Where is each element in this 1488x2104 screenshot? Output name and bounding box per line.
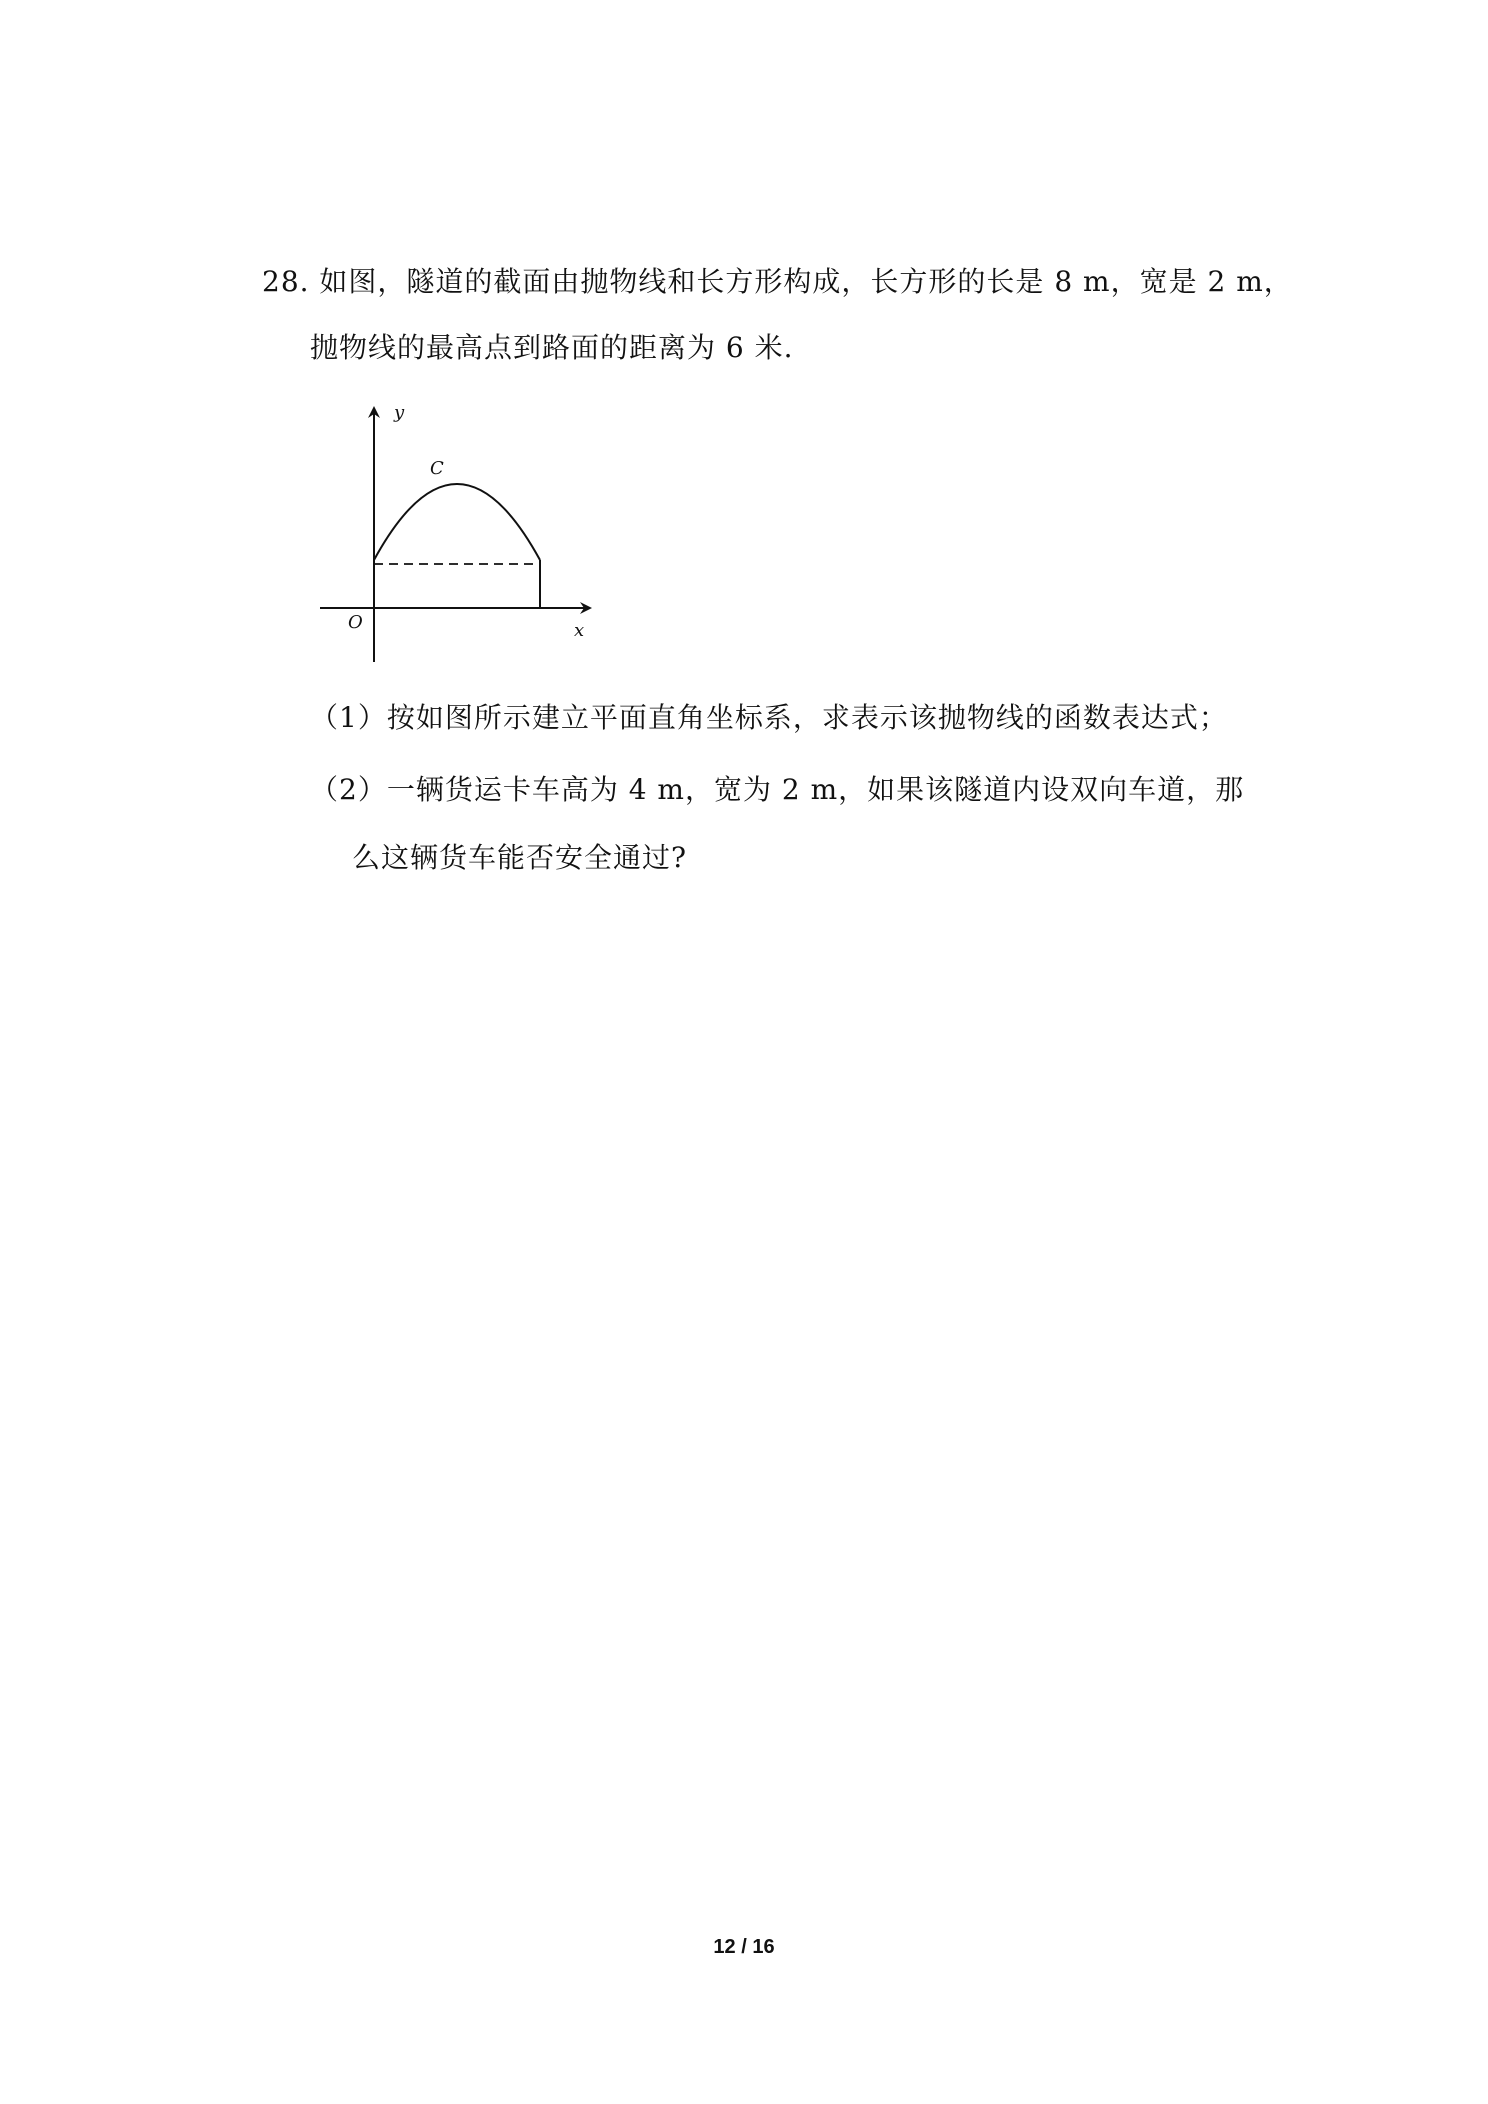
parabola-arc (374, 484, 540, 560)
point-c-label: C (430, 458, 444, 479)
tunnel-parabola-figure (312, 396, 612, 676)
sub-question-2-line-2: 么这辆货车能否安全通过? (352, 841, 688, 874)
y-axis-label: y (394, 402, 405, 423)
x-axis-label: x (574, 620, 585, 641)
page-number: 12 / 16 (713, 1936, 775, 1958)
origin-label: O (348, 612, 363, 633)
question-text-line-2: 抛物线的最高点到路面的距离为 6 米. (310, 331, 794, 364)
sub-question-1: （1）按如图所示建立平面直角坐标系，求表示该抛物线的函数表达式； (310, 701, 1228, 734)
sub-question-2-line-1: （2）一辆货运卡车高为 4 m，宽为 2 m，如果该隧道内设双向车道，那 (310, 773, 1245, 806)
question-text-line-1: 28. 如图，隧道的截面由抛物线和长方形构成，长方形的长是 8 m，宽是 2 m， (262, 265, 1293, 298)
